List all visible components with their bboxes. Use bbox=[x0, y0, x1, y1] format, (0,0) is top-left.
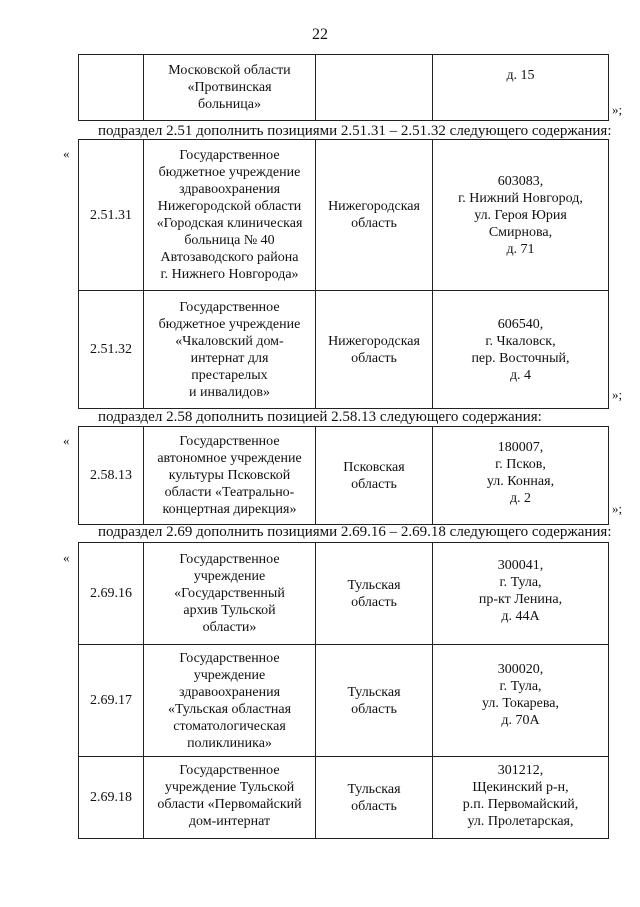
page-number: 22 bbox=[312, 26, 328, 43]
region-cell: Тульская область bbox=[316, 757, 433, 839]
region-cell: Нижегородская область bbox=[316, 140, 433, 291]
region-cell: Нижегородская область bbox=[316, 291, 433, 409]
region-cell: Псковская область bbox=[316, 427, 433, 525]
code-cell: 2.69.18 bbox=[79, 757, 144, 839]
table-row bbox=[79, 427, 609, 525]
table-row bbox=[79, 140, 609, 291]
address-cell: 606540, г. Чкаловск, пер. Восточный, д. 4 bbox=[433, 291, 609, 409]
region-cell bbox=[316, 55, 433, 121]
institution-name-cell: Государственное бюджетное учреждение «Чкаловский дом- интернат для престарелых и инвалидов» bbox=[144, 291, 316, 409]
institution-name-cell: Государственное автономное учреждение культуры Псковской области «Театрально- концертная дирекция» bbox=[144, 427, 316, 525]
table-row bbox=[79, 645, 609, 757]
open-quote: « bbox=[63, 550, 70, 565]
note-subsection-2-69: подраздел 2.69 дополнить позициями 2.69.16 – 2.69.18 следующего содержания: bbox=[98, 524, 612, 540]
note-subsection-2-58: подраздел 2.58 дополнить позицией 2.58.13 следующего содержания: bbox=[98, 409, 542, 425]
table-continuation bbox=[78, 54, 609, 121]
code-cell: 2.69.17 bbox=[79, 645, 144, 757]
code-cell: 2.58.13 bbox=[79, 427, 144, 525]
close-quote: »; bbox=[612, 102, 623, 117]
institution-name-cell: Московской области «Протвинская больница» bbox=[144, 55, 316, 121]
table-subsection-2-58 bbox=[78, 426, 609, 525]
code-cell: 2.51.31 bbox=[79, 140, 144, 291]
table-subsection-2-51 bbox=[78, 139, 609, 409]
table-row bbox=[79, 757, 609, 839]
address-cell: 300041, г. Тула, пр-кт Ленина, д. 44А bbox=[433, 543, 609, 645]
region-cell: Тульская область bbox=[316, 543, 433, 645]
institution-name-cell: Государственное учреждение здравоохранения «Тульская областная стоматологическая поликлиника» bbox=[144, 645, 316, 757]
address-cell: 180007, г. Псков, ул. Конная, д. 2 bbox=[433, 427, 609, 525]
address-cell: 300020, г. Тула, ул. Токарева, д. 70А bbox=[433, 645, 609, 757]
close-quote: »; bbox=[612, 387, 623, 402]
institution-name-cell: Государственное учреждение «Государственный архив Тульской области» bbox=[144, 543, 316, 645]
note-subsection-2-51: подраздел 2.51 дополнить позициями 2.51.31 – 2.51.32 следующего содержания: bbox=[98, 123, 612, 139]
institution-name-cell: Государственное бюджетное учреждение здравоохранения Нижегородской области «Городская клиническая больница № 40 Автозаводского района г. Нижнего Новгорода» bbox=[144, 140, 316, 291]
code-cell: 2.51.32 bbox=[79, 291, 144, 409]
open-quote: « bbox=[63, 433, 70, 448]
code-cell bbox=[79, 55, 144, 121]
address-cell: 301212, Щекинский р-н, р.п. Первомайский, ул. Пролетарская, bbox=[433, 757, 609, 839]
address-cell: 603083, г. Нижний Новгород, ул. Героя Юрия Смирнова, д. 71 bbox=[433, 140, 609, 291]
region-cell: Тульская область bbox=[316, 645, 433, 757]
table-row bbox=[79, 291, 609, 409]
table-subsection-2-69 bbox=[78, 542, 609, 839]
table-row bbox=[79, 543, 609, 645]
open-quote: « bbox=[63, 146, 70, 161]
close-quote: »; bbox=[612, 501, 623, 516]
address-cell: д. 15 bbox=[433, 55, 609, 121]
code-cell: 2.69.16 bbox=[79, 543, 144, 645]
table-row bbox=[79, 55, 609, 121]
institution-name-cell: Государственное учреждение Тульской области «Первомайский дом-интернат bbox=[144, 757, 316, 839]
